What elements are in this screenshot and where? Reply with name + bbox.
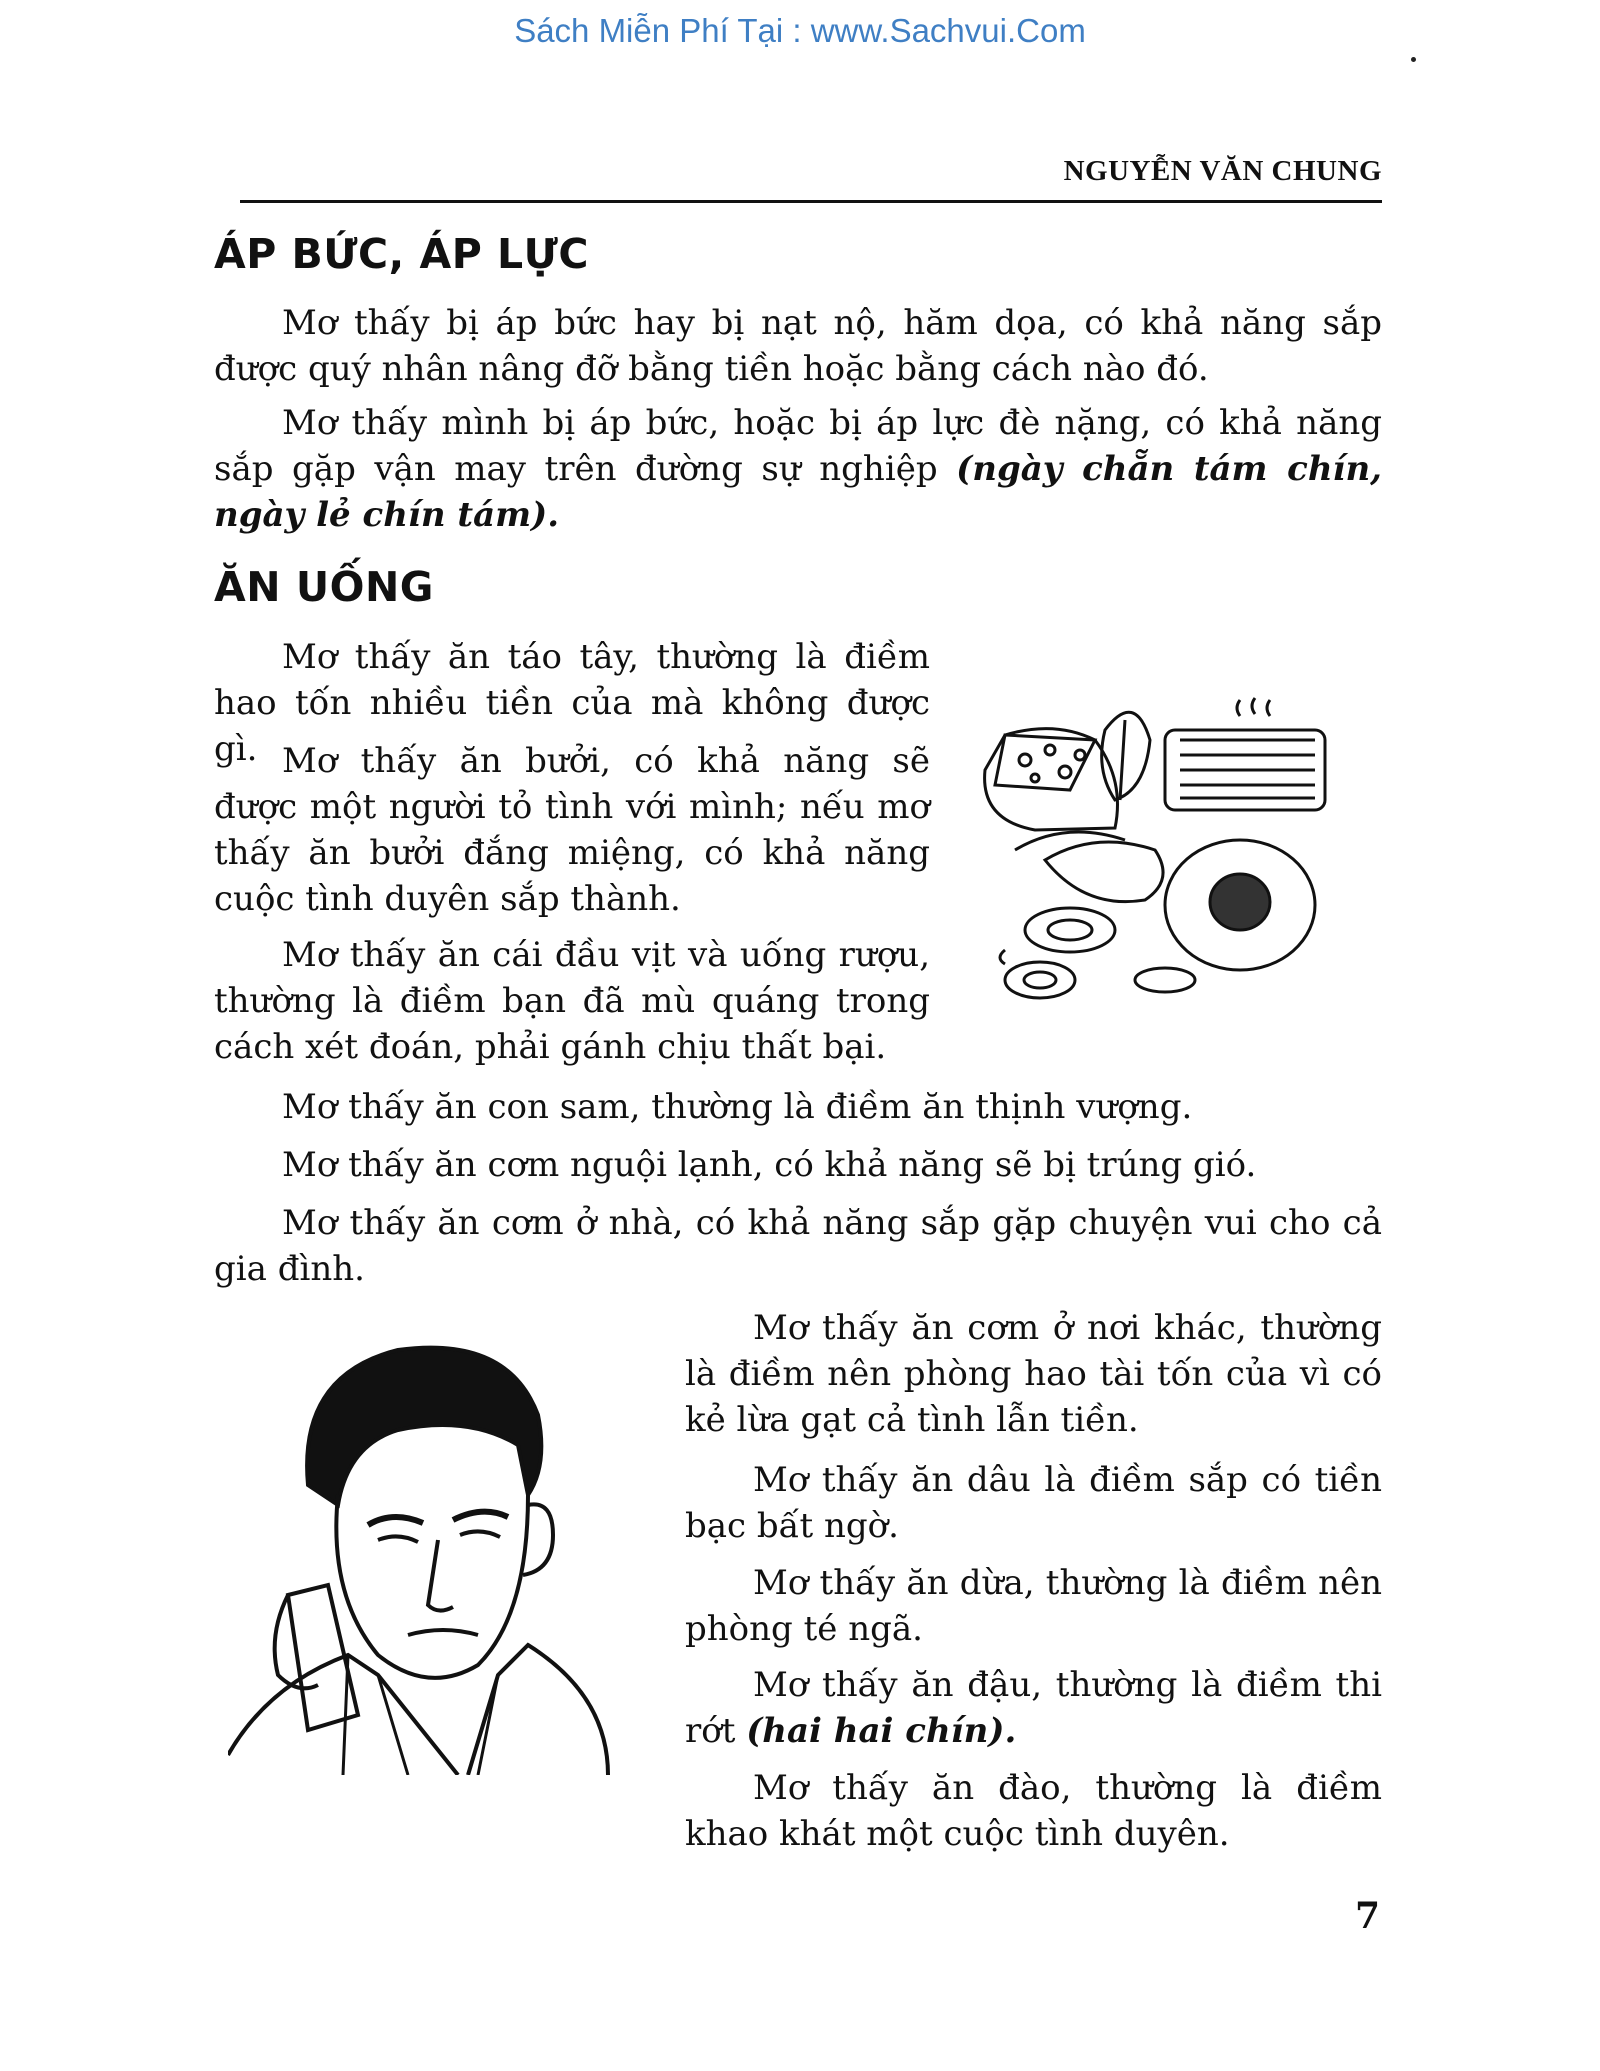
paragraph-text: Mơ thấy ăn bưởi, có khả năng sẽ được một người tỏ tình với mình; nếu mơ thấy ăn bưởi đắng miệng, có khả năng cuộc tình duyên sắp thành.	[214, 741, 930, 919]
section-title: ĂN UỐNG	[214, 563, 434, 611]
paragraph	[214, 738, 930, 922]
paragraph	[685, 1560, 1382, 1652]
paragraph	[685, 1765, 1382, 1857]
paragraph	[214, 1200, 1382, 1292]
paragraph-text: Mơ thấy ăn cơm ở nơi khác, thường là điềm nên phòng hao tài tốn của vì có kẻ lừa gạt cả tình lẫn tiền.	[685, 1308, 1382, 1440]
paragraph-text: Mơ thấy ăn cơm ở nhà, có khả năng sắp gặp chuyện vui cho cả gia đình.	[214, 1203, 1382, 1289]
paragraph-emphasis: (hai hai chín).	[746, 1711, 1017, 1751]
paragraph-text: Mơ thấy ăn dâu là điềm sắp có tiền bạc bất ngờ.	[685, 1460, 1382, 1546]
section-title: ÁP BỨC, ÁP LỰC	[214, 230, 590, 278]
paragraph	[685, 1305, 1382, 1443]
food-illustration	[975, 680, 1380, 1020]
paragraph-text: Mơ thấy ăn đậu, thường là điềm thi rớt	[685, 1665, 1382, 1751]
running-header-author: NGUYỄN VĂN CHUNG	[1063, 155, 1382, 187]
paragraph	[214, 1084, 1382, 1130]
paragraph-text: Mơ thấy mình bị áp bức, hoặc bị áp lực đè nặng, có khả năng sắp gặp vận may trên đường sự nghiệp	[214, 403, 1382, 489]
paragraph-text: Mơ thấy bị áp bức hay bị nạt nộ, hăm dọa, có khả năng sắp được quý nhân nâng đỡ bằng tiền hoặc bằng cách nào đó.	[214, 303, 1382, 389]
paragraph-text: Mơ thấy ăn cái đầu vịt và uống rượu, thường là điềm bạn đã mù quáng trong cách xét đoán, phải gánh chịu thất bại.	[214, 935, 930, 1067]
paragraph-text: Mơ thấy ăn đào, thường là điềm khao khát một cuộc tình duyên.	[685, 1768, 1382, 1854]
paragraph	[214, 1142, 1382, 1188]
paragraph	[685, 1662, 1382, 1754]
paragraph-text: Mơ thấy ăn cơm nguội lạnh, có khả năng sẽ bị trúng gió.	[282, 1145, 1257, 1185]
page-number: 7	[1355, 1895, 1381, 1937]
watermark: Sách Miễn Phí Tại : www.Sachvui.Com	[514, 12, 1086, 49]
paragraph-text: Mơ thấy ăn dừa, thường là điềm nên phòng té ngã.	[685, 1563, 1382, 1649]
header-rule	[240, 200, 1382, 203]
paragraph	[214, 932, 930, 1070]
paragraph	[214, 300, 1382, 392]
paragraph-text: Mơ thấy ăn con sam, thường là điềm ăn thịnh vượng.	[282, 1087, 1193, 1127]
speck	[1411, 57, 1416, 62]
man-drinking-illustration	[228, 1335, 688, 1775]
paragraph	[214, 400, 1382, 538]
paragraph	[685, 1457, 1382, 1549]
paragraph-emphasis: (ngày chẵn tám chín, ngày lẻ chín tám).	[214, 449, 1383, 535]
paragraph-text: Mơ thấy ăn táo tây, thường là điềm hao tốn nhiều tiền của mà không được gì.	[214, 637, 930, 769]
